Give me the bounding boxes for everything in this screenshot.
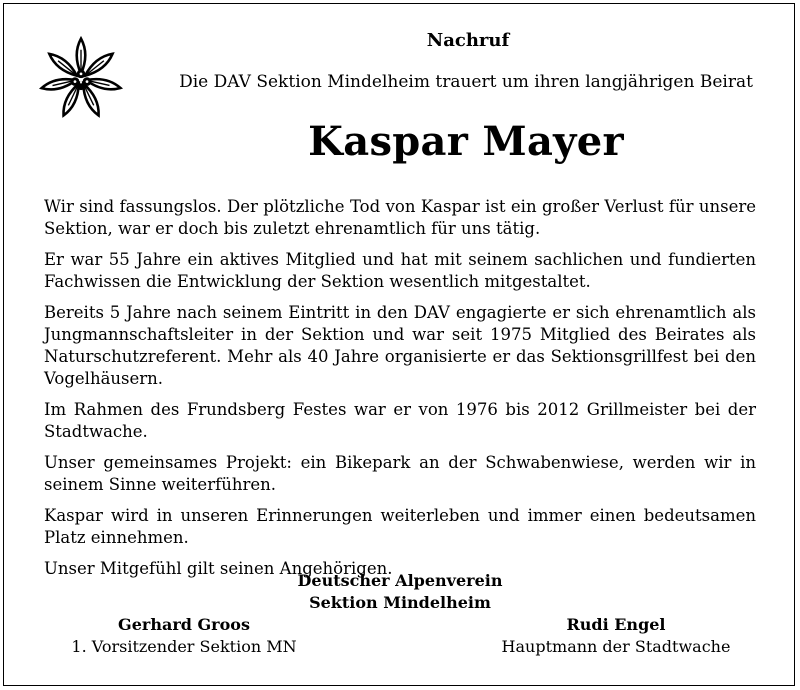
signatory-role: Hauptmann der Stadtwache [501,637,731,656]
section-name: Sektion Mindelheim [309,593,491,612]
intro-line: Die DAV Sektion Mindelheim trauert um ihren langjährigen Beirat [179,72,753,92]
paragraph: Unser gemeinsames Projekt: ein Bikepark an der Schwabenwiese, werden wir in seinem Sinne weiterführen. [44,453,756,494]
signatory-name: Gerhard Groos [118,615,250,634]
signatory-name: Rudi Engel [566,615,666,634]
paragraph: Er war 55 Jahre ein aktives Mitglied und hat mit seinem sachlichen und fundierten Fachwissen die Entwicklung der Sektion wesentlich mitgestaltet. [44,250,756,291]
signatory-role: 1. Vorsitzender Sektion MN [71,637,297,656]
paragraph: Kaspar wird in unseren Erinnerungen weiterleben und immer einen bedeutsamen Platz einnehmen. [44,506,756,547]
obituary-body [44,196,756,589]
paragraph: Wir sind fassungslos. Der plötzliche Tod von Kaspar ist ein großer Verlust für unsere Sektion, war er doch bis zuletzt ehrenamtlich für uns tätig. [44,197,756,238]
organization-name: Deutscher Alpenverein [297,571,503,590]
paragraph: Unser Mitgefühl gilt seinen Angehörigen. [44,559,393,578]
signature-left [44,614,324,658]
obituary-label: Nachruf [426,30,510,51]
paragraph: Im Rahmen des Frundsberg Festes war er von 1976 bis 2012 Grillmeister bei der Stadtwache. [44,400,756,441]
deceased-name: Kaspar Mayer [308,118,624,165]
signature-right [476,614,756,658]
organization-block [200,570,600,614]
paragraph: Bereits 5 Jahre nach seinem Eintritt in den DAV engagierte er sich ehrenamtlich als Jungmannschaftsleiter in der Sektion und war seit 1975 Mitglied des Beirates als Naturschutzreferent. Mehr als 40 Jahre organisierte er das Sektionsgrillfest bei den Vogelhäusern. [44,303,756,388]
